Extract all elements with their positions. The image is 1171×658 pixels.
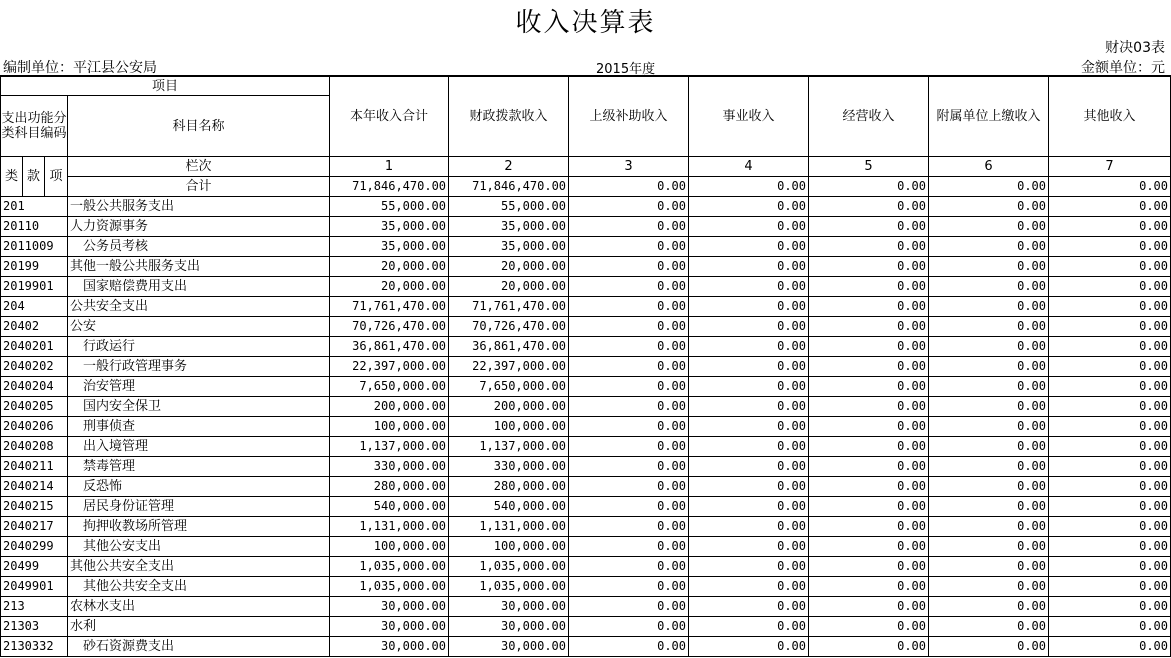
row-value: 0.00 xyxy=(1049,337,1171,357)
row-value: 71,761,470.00 xyxy=(330,297,449,317)
row-value: 0.00 xyxy=(929,197,1049,217)
header-col-2: 财政拨款收入 xyxy=(449,76,569,157)
row-value: 0.00 xyxy=(1049,377,1171,397)
row-value: 0.00 xyxy=(929,617,1049,637)
row-value: 540,000.00 xyxy=(449,497,569,517)
row-value: 0.00 xyxy=(929,557,1049,577)
row-value: 0.00 xyxy=(1049,517,1171,537)
row-value: 100,000.00 xyxy=(330,417,449,437)
row-name: 其他一般公共服务支出 xyxy=(68,257,330,277)
row-value: 70,726,470.00 xyxy=(449,317,569,337)
table-row xyxy=(1,557,1171,577)
row-code: 2040208 xyxy=(1,437,68,457)
row-value: 0.00 xyxy=(929,437,1049,457)
row-value: 0.00 xyxy=(569,497,689,517)
total-value: 71,846,470.00 xyxy=(330,177,449,197)
row-value: 0.00 xyxy=(929,357,1049,377)
row-code: 2040202 xyxy=(1,357,68,377)
row-value: 0.00 xyxy=(929,237,1049,257)
row-value: 0.00 xyxy=(689,397,809,417)
row-value: 0.00 xyxy=(809,257,929,277)
table-row xyxy=(1,597,1171,617)
row-value: 0.00 xyxy=(569,477,689,497)
row-value: 0.00 xyxy=(689,577,809,597)
row-value: 0.00 xyxy=(929,597,1049,617)
row-name: 出入境管理 xyxy=(68,437,330,457)
total-value: 0.00 xyxy=(569,177,689,197)
table-row xyxy=(1,377,1171,397)
row-value: 0.00 xyxy=(689,597,809,617)
row-value: 20,000.00 xyxy=(449,257,569,277)
row-code: 204 xyxy=(1,297,68,317)
table-row xyxy=(1,437,1171,457)
table-row xyxy=(1,577,1171,597)
table-row xyxy=(1,337,1171,357)
table-row xyxy=(1,637,1171,657)
row-name: 公安 xyxy=(68,317,330,337)
row-value: 0.00 xyxy=(929,277,1049,297)
organization: 编制单位：平江县公安局 xyxy=(3,60,157,76)
row-value: 0.00 xyxy=(689,637,809,657)
row-value: 0.00 xyxy=(809,617,929,637)
row-value: 0.00 xyxy=(689,557,809,577)
col-num-4: 4 xyxy=(689,157,809,177)
row-value: 0.00 xyxy=(1049,197,1171,217)
row-value: 0.00 xyxy=(569,397,689,417)
row-value: 0.00 xyxy=(569,557,689,577)
row-value: 30,000.00 xyxy=(330,617,449,637)
row-name: 禁毒管理 xyxy=(68,457,330,477)
table-row xyxy=(1,477,1171,497)
row-value: 0.00 xyxy=(809,597,929,617)
row-value: 0.00 xyxy=(569,337,689,357)
row-name: 一般公共服务支出 xyxy=(68,197,330,217)
row-value: 0.00 xyxy=(569,597,689,617)
row-code: 2040215 xyxy=(1,497,68,517)
row-value: 0.00 xyxy=(569,237,689,257)
row-value: 0.00 xyxy=(689,297,809,317)
row-name: 其他公共安全支出 xyxy=(68,557,330,577)
header-lanci: 栏次 xyxy=(68,157,330,177)
row-value: 0.00 xyxy=(569,317,689,337)
row-value: 0.00 xyxy=(689,337,809,357)
row-value: 0.00 xyxy=(929,497,1049,517)
row-code: 2049901 xyxy=(1,577,68,597)
header-kuan: 款 xyxy=(23,157,45,197)
row-value: 0.00 xyxy=(809,637,929,657)
row-value: 7,650,000.00 xyxy=(449,377,569,397)
row-value: 0.00 xyxy=(1049,497,1171,517)
header-item: 项目 xyxy=(1,76,330,96)
total-label: 合计 xyxy=(68,177,330,197)
row-value: 55,000.00 xyxy=(449,197,569,217)
row-name: 拘押收教场所管理 xyxy=(68,517,330,537)
row-value: 0.00 xyxy=(569,637,689,657)
table-row xyxy=(1,617,1171,637)
row-value: 0.00 xyxy=(1049,397,1171,417)
row-value: 0.00 xyxy=(689,217,809,237)
row-value: 0.00 xyxy=(569,457,689,477)
row-code: 2040201 xyxy=(1,337,68,357)
row-value: 0.00 xyxy=(689,357,809,377)
total-value: 0.00 xyxy=(809,177,929,197)
row-value: 0.00 xyxy=(1049,617,1171,637)
header-name: 科目名称 xyxy=(68,96,330,157)
row-value: 0.00 xyxy=(1049,637,1171,657)
row-value: 0.00 xyxy=(689,257,809,277)
header-xiang: 项 xyxy=(45,157,68,197)
row-value: 0.00 xyxy=(1049,257,1171,277)
row-value: 30,000.00 xyxy=(449,597,569,617)
row-value: 200,000.00 xyxy=(330,397,449,417)
col-num-5: 5 xyxy=(809,157,929,177)
row-code: 20110 xyxy=(1,217,68,237)
row-value: 0.00 xyxy=(569,517,689,537)
col-num-3: 3 xyxy=(569,157,689,177)
row-name: 人力资源事务 xyxy=(68,217,330,237)
row-value: 0.00 xyxy=(809,277,929,297)
row-value: 0.00 xyxy=(809,397,929,417)
row-value: 36,861,470.00 xyxy=(330,337,449,357)
row-value: 0.00 xyxy=(809,557,929,577)
row-value: 30,000.00 xyxy=(330,597,449,617)
total-value: 71,846,470.00 xyxy=(449,177,569,197)
row-name: 行政运行 xyxy=(68,337,330,357)
row-value: 0.00 xyxy=(1049,537,1171,557)
row-name: 公共安全支出 xyxy=(68,297,330,317)
row-value: 0.00 xyxy=(1049,557,1171,577)
row-value: 35,000.00 xyxy=(449,217,569,237)
row-value: 30,000.00 xyxy=(449,637,569,657)
table-row xyxy=(1,277,1171,297)
row-value: 70,726,470.00 xyxy=(330,317,449,337)
row-value: 1,131,000.00 xyxy=(449,517,569,537)
row-value: 0.00 xyxy=(809,197,929,217)
col-num-1: 1 xyxy=(330,157,449,177)
row-value: 71,761,470.00 xyxy=(449,297,569,317)
fiscal-year: 2015年度 xyxy=(596,62,656,77)
row-value: 0.00 xyxy=(689,277,809,297)
row-value: 0.00 xyxy=(1049,357,1171,377)
row-code: 20499 xyxy=(1,557,68,577)
row-value: 0.00 xyxy=(929,297,1049,317)
row-value: 0.00 xyxy=(929,217,1049,237)
row-value: 0.00 xyxy=(569,297,689,317)
row-value: 0.00 xyxy=(1049,457,1171,477)
form-number: 财决03表 xyxy=(1105,40,1165,56)
table-row xyxy=(1,457,1171,477)
row-value: 0.00 xyxy=(689,317,809,337)
header-col-7: 其他收入 xyxy=(1049,76,1171,157)
row-value: 200,000.00 xyxy=(449,397,569,417)
row-code: 20199 xyxy=(1,257,68,277)
row-code: 2019901 xyxy=(1,277,68,297)
row-value: 0.00 xyxy=(569,537,689,557)
row-value: 0.00 xyxy=(809,377,929,397)
row-value: 0.00 xyxy=(569,377,689,397)
row-value: 0.00 xyxy=(569,617,689,637)
row-value: 100,000.00 xyxy=(449,417,569,437)
row-name: 治安管理 xyxy=(68,377,330,397)
col-num-2: 2 xyxy=(449,157,569,177)
row-value: 0.00 xyxy=(1049,277,1171,297)
row-value: 0.00 xyxy=(569,257,689,277)
revenue-table xyxy=(0,75,1171,657)
row-value: 0.00 xyxy=(809,437,929,457)
row-value: 540,000.00 xyxy=(330,497,449,517)
row-value: 0.00 xyxy=(809,217,929,237)
row-value: 0.00 xyxy=(929,337,1049,357)
total-value: 0.00 xyxy=(1049,177,1171,197)
row-name: 公务员考核 xyxy=(68,237,330,257)
row-value: 0.00 xyxy=(569,277,689,297)
row-value: 0.00 xyxy=(929,377,1049,397)
table-row xyxy=(1,217,1171,237)
col-num-7: 7 xyxy=(1049,157,1171,177)
row-value: 0.00 xyxy=(809,337,929,357)
row-value: 30,000.00 xyxy=(330,637,449,657)
row-value: 0.00 xyxy=(809,517,929,537)
row-value: 1,035,000.00 xyxy=(330,577,449,597)
header-col-4: 事业收入 xyxy=(689,76,809,157)
amount-unit: 金额单位：元 xyxy=(1081,60,1165,76)
row-value: 0.00 xyxy=(569,577,689,597)
row-value: 0.00 xyxy=(809,357,929,377)
row-value: 20,000.00 xyxy=(330,277,449,297)
row-value: 0.00 xyxy=(689,417,809,437)
row-value: 330,000.00 xyxy=(449,457,569,477)
row-code: 2040206 xyxy=(1,417,68,437)
row-value: 0.00 xyxy=(569,417,689,437)
total-value: 0.00 xyxy=(689,177,809,197)
row-value: 1,137,000.00 xyxy=(449,437,569,457)
row-value: 35,000.00 xyxy=(449,237,569,257)
row-code: 2040217 xyxy=(1,517,68,537)
row-value: 0.00 xyxy=(689,477,809,497)
table-row xyxy=(1,417,1171,437)
row-name: 居民身份证管理 xyxy=(68,497,330,517)
row-value: 0.00 xyxy=(929,577,1049,597)
row-value: 0.00 xyxy=(689,617,809,637)
row-value: 0.00 xyxy=(929,477,1049,497)
row-value: 0.00 xyxy=(809,417,929,437)
row-value: 0.00 xyxy=(689,497,809,517)
table-row xyxy=(1,517,1171,537)
row-value: 0.00 xyxy=(569,217,689,237)
row-value: 100,000.00 xyxy=(449,537,569,557)
row-value: 0.00 xyxy=(929,537,1049,557)
table-row xyxy=(1,297,1171,317)
row-value: 35,000.00 xyxy=(330,217,449,237)
row-code: 2040205 xyxy=(1,397,68,417)
row-value: 0.00 xyxy=(809,477,929,497)
total-row xyxy=(1,177,1171,197)
row-name: 国内安全保卫 xyxy=(68,397,330,417)
row-value: 0.00 xyxy=(809,457,929,477)
row-name: 水利 xyxy=(68,617,330,637)
header-code: 支出功能分类科目编码 xyxy=(1,96,68,157)
row-value: 0.00 xyxy=(1049,297,1171,317)
row-value: 0.00 xyxy=(1049,437,1171,457)
row-value: 7,650,000.00 xyxy=(330,377,449,397)
row-value: 0.00 xyxy=(1049,417,1171,437)
row-value: 0.00 xyxy=(929,417,1049,437)
col-num-6: 6 xyxy=(929,157,1049,177)
row-value: 0.00 xyxy=(569,197,689,217)
row-value: 0.00 xyxy=(689,457,809,477)
row-code: 2040214 xyxy=(1,477,68,497)
row-value: 0.00 xyxy=(809,237,929,257)
row-name: 砂石资源费支出 xyxy=(68,637,330,657)
row-value: 280,000.00 xyxy=(330,477,449,497)
row-value: 0.00 xyxy=(1049,217,1171,237)
row-value: 0.00 xyxy=(809,497,929,517)
row-value: 0.00 xyxy=(929,637,1049,657)
row-value: 0.00 xyxy=(1049,597,1171,617)
row-value: 280,000.00 xyxy=(449,477,569,497)
row-value: 0.00 xyxy=(929,457,1049,477)
header-lei: 类 xyxy=(1,157,23,197)
row-value: 35,000.00 xyxy=(330,237,449,257)
row-value: 1,035,000.00 xyxy=(330,557,449,577)
row-value: 55,000.00 xyxy=(330,197,449,217)
row-value: 0.00 xyxy=(1049,577,1171,597)
header-col-5: 经营收入 xyxy=(809,76,929,157)
row-value: 0.00 xyxy=(689,237,809,257)
row-value: 0.00 xyxy=(929,517,1049,537)
row-value: 330,000.00 xyxy=(330,457,449,477)
row-value: 1,137,000.00 xyxy=(330,437,449,457)
table-row xyxy=(1,397,1171,417)
total-value: 0.00 xyxy=(929,177,1049,197)
table-row xyxy=(1,257,1171,277)
header-col-3: 上级补助收入 xyxy=(569,76,689,157)
row-value: 100,000.00 xyxy=(330,537,449,557)
row-value: 0.00 xyxy=(689,197,809,217)
header-col-6: 附属单位上缴收入 xyxy=(929,76,1049,157)
row-value: 0.00 xyxy=(1049,477,1171,497)
row-value: 36,861,470.00 xyxy=(449,337,569,357)
table-row xyxy=(1,317,1171,337)
table-row xyxy=(1,357,1171,377)
row-code: 213 xyxy=(1,597,68,617)
row-value: 30,000.00 xyxy=(449,617,569,637)
page-title: 收入决算表 xyxy=(515,8,656,38)
row-name: 刑事侦查 xyxy=(68,417,330,437)
row-value: 1,035,000.00 xyxy=(449,577,569,597)
row-code: 2040299 xyxy=(1,537,68,557)
table-row xyxy=(1,537,1171,557)
row-code: 20402 xyxy=(1,317,68,337)
row-value: 0.00 xyxy=(809,297,929,317)
header-col-1: 本年收入合计 xyxy=(330,76,449,157)
row-value: 0.00 xyxy=(689,517,809,537)
row-value: 0.00 xyxy=(929,257,1049,277)
row-name: 一般行政管理事务 xyxy=(68,357,330,377)
row-value: 20,000.00 xyxy=(449,277,569,297)
row-code: 201 xyxy=(1,197,68,217)
row-value: 0.00 xyxy=(809,317,929,337)
table-row xyxy=(1,197,1171,217)
row-code: 2130332 xyxy=(1,637,68,657)
row-code: 2040204 xyxy=(1,377,68,397)
row-value: 0.00 xyxy=(569,357,689,377)
row-value: 1,131,000.00 xyxy=(330,517,449,537)
row-name: 其他公共安全支出 xyxy=(68,577,330,597)
table-row xyxy=(1,237,1171,257)
row-name: 农林水支出 xyxy=(68,597,330,617)
row-value: 20,000.00 xyxy=(330,257,449,277)
row-value: 1,035,000.00 xyxy=(449,557,569,577)
table-row xyxy=(1,497,1171,517)
row-value: 0.00 xyxy=(689,437,809,457)
row-code: 2011009 xyxy=(1,237,68,257)
row-value: 22,397,000.00 xyxy=(330,357,449,377)
row-name: 国家赔偿费用支出 xyxy=(68,277,330,297)
row-value: 0.00 xyxy=(809,537,929,557)
row-value: 0.00 xyxy=(929,397,1049,417)
row-value: 0.00 xyxy=(569,437,689,457)
row-value: 0.00 xyxy=(929,317,1049,337)
row-value: 22,397,000.00 xyxy=(449,357,569,377)
row-value: 0.00 xyxy=(689,377,809,397)
row-value: 0.00 xyxy=(809,577,929,597)
row-value: 0.00 xyxy=(689,537,809,557)
row-name: 其他公安支出 xyxy=(68,537,330,557)
row-code: 2040211 xyxy=(1,457,68,477)
row-value: 0.00 xyxy=(1049,237,1171,257)
row-code: 21303 xyxy=(1,617,68,637)
row-name: 反恐怖 xyxy=(68,477,330,497)
row-value: 0.00 xyxy=(1049,317,1171,337)
